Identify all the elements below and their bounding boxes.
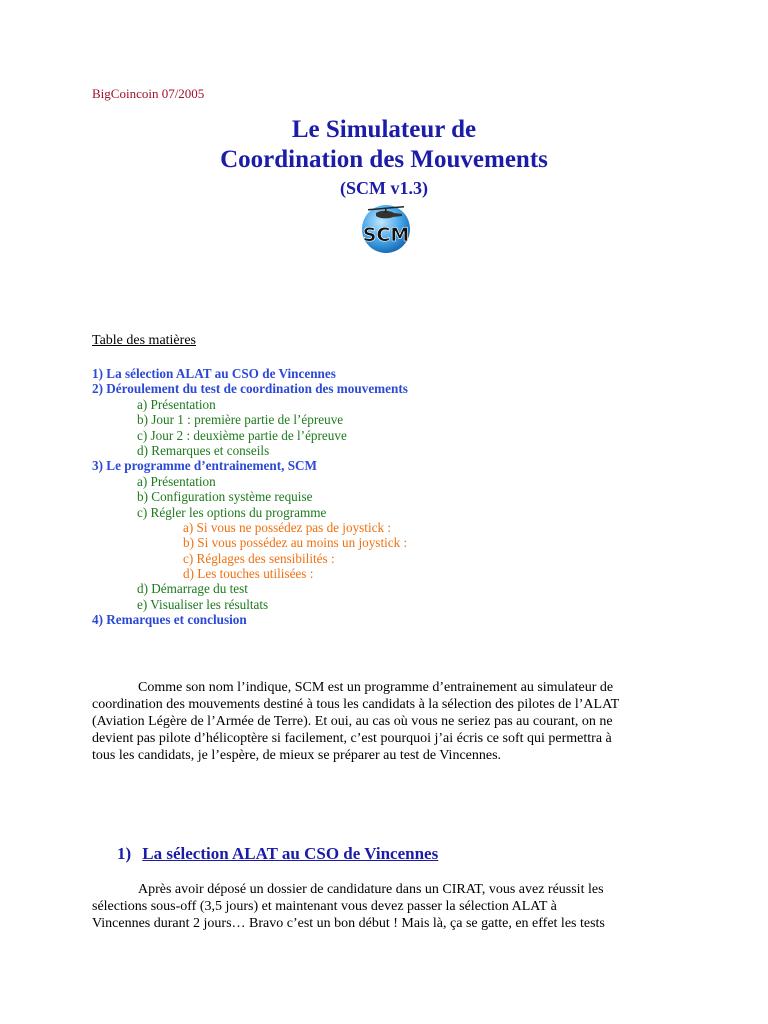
scm-logo-icon <box>354 200 414 256</box>
paragraph-line: tous les candidats, je l’espère, de mieux se préparer au test de Vincennes. <box>92 748 502 763</box>
toc-item[interactable]: d) Remarques et conseils <box>137 442 270 458</box>
section-1-heading <box>117 844 438 864</box>
paragraph-line: sélections sous-off (3,5 jours) et maintenant vous devez passer la sélection ALAT à <box>92 899 557 914</box>
toc-item[interactable]: 2) Déroulement du test de coordination des mouvements <box>92 381 408 397</box>
toc-item[interactable]: 1) La sélection ALAT au CSO de Vincennes <box>92 366 336 381</box>
paragraph-line: devient pas pilote d’hélicoptère si facilement, c’est pourquoi j’ai écris ce soft qui permettra à <box>92 731 612 746</box>
toc-item[interactable]: 3) Le programme d’entrainement, SCM <box>92 458 317 474</box>
section-title: La sélection ALAT au CSO de Vincennes <box>142 844 439 863</box>
toc-item[interactable]: 4) Remarques et conclusion <box>92 612 247 628</box>
toc-item[interactable]: b) Configuration système requise <box>137 489 313 505</box>
toc-item[interactable]: e) Visualiser les résultats <box>137 596 269 612</box>
logo-text: SCM <box>362 224 410 246</box>
toc-item[interactable]: c) Réglages des sensibilités : <box>183 550 335 566</box>
section-1-paragraph <box>92 881 668 932</box>
paragraph-line: Vincennes durant 2 jours… Bravo c’est un bon début ! Mais là, ça se gatte, en effet les tests <box>92 916 605 931</box>
author-date-line: BigCoincoin 07/2005 <box>92 86 205 101</box>
paragraph-line: (Aviation Légère de l’Armée de Terre). Et oui, au cas où vous ne seriez pas au courant, on ne <box>92 714 613 729</box>
toc-item[interactable]: c) Jour 2 : deuxième partie de l’épreuve <box>137 427 347 443</box>
table-of-contents <box>0 366 768 628</box>
intro-paragraph <box>92 679 668 764</box>
toc-item[interactable]: a) Si vous ne possédez pas de joystick : <box>183 519 392 535</box>
toc-item[interactable]: d) Les touches utilisées : <box>183 566 314 582</box>
toc-item[interactable]: c) Régler les options du programme <box>137 504 327 520</box>
paragraph-line: Comme son nom l’indique, SCM est un programme d’entrainement au simulateur de <box>138 680 614 695</box>
toc-item[interactable]: a) Présentation <box>137 396 216 412</box>
toc-item[interactable]: d) Démarrage du test <box>137 581 248 597</box>
toc-heading: Table des matières <box>92 333 196 348</box>
document-title-line-2: Coordination des Mouvements <box>220 146 548 173</box>
toc-item[interactable]: a) Présentation <box>137 473 216 489</box>
section-number: 1) <box>117 844 132 863</box>
paragraph-line: Après avoir déposé un dossier de candidature dans un CIRAT, vous avez réussit les <box>138 882 604 897</box>
paragraph-line: coordination des mouvements destiné à tous les candidats à la sélection des pilotes de l’ALAT <box>92 697 620 712</box>
document-title-line-1: Le Simulateur de <box>291 116 477 143</box>
toc-item[interactable]: b) Si vous possédez au moins un joystick : <box>183 535 408 551</box>
document-version: (SCM v1.3) <box>340 178 428 198</box>
toc-item[interactable]: b) Jour 1 : première partie de l’épreuve <box>137 412 344 428</box>
